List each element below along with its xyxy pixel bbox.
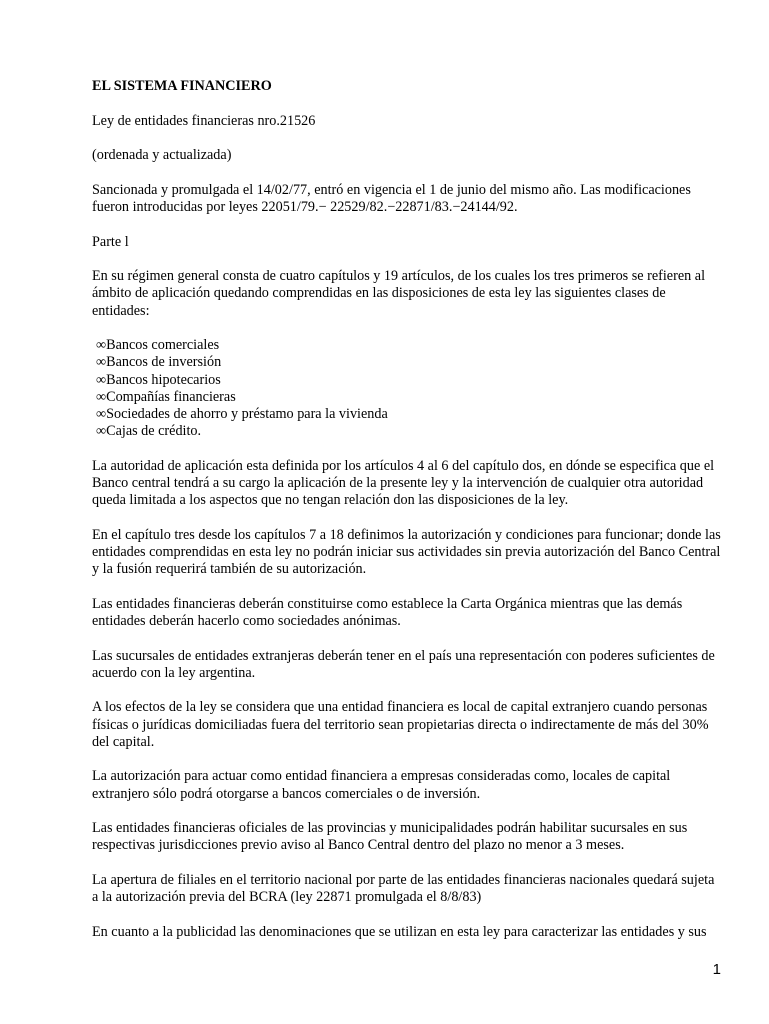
list-item: ∞Bancos comerciales	[96, 337, 220, 354]
paragraph-branch-opening: La apertura de filiales en el territorio nacional por parte de las entidades financieras nacionales quedará sujeta a la autorización previa del BCRA (ley 22871 promulgada el 8/8/83)	[92, 871, 715, 906]
paragraph-foreign-authorization: La autorización para actuar como entidad financiera a empresas consideradas como, locales de capital extranjero sólo podrá otorgarse a bancos comerciales o de inversión.	[92, 768, 671, 802]
paragraph-authority: La autoridad de aplicación esta definida por los artículos 4 al 6 del capítulo dos, en dónde se especifica que el Banco central tendrá a su cargo la aplicación de la presente ley y la intervención de cualquier otra autoridad queda limitada a los aspectos que no tengan relación don las disposiciones de la ley.	[92, 457, 715, 509]
list-item: ∞Sociedades de ahorro y préstamo para la vivienda	[96, 405, 388, 422]
list-item: ∞Bancos de inversión	[96, 354, 222, 371]
paragraph-foreign-capital: A los efectos de la ley se considera que una entidad financiera es local de capital extranjero cuando personas físicas o jurídicas domiciliadas fuera del territorio sean propietarias directa o indirectamente de más del 30% del capital.	[92, 699, 709, 750]
section-heading-part-one: Parte l	[92, 233, 129, 250]
list-item: ∞Bancos hipotecarios	[96, 371, 221, 388]
list-item: ∞Cajas de crédito.	[96, 423, 202, 440]
paragraph-constitution: Las entidades financieras deberán constituirse como establece la Carta Orgánica mientras que las demás entidades deberán hacerlo como sociedades anónimas.	[92, 595, 683, 629]
paragraph-general-regime: En su régimen general consta de cuatro capítulos y 19 artículos, de los cuales los tres primeros se refieren al ámbito de aplicación quedando comprendidas en las disposiciones de esta ley las siguientes clases de entidades:	[92, 268, 706, 319]
law-reference: Ley de entidades financieras nro.21526	[92, 112, 316, 129]
law-status: (ordenada y actualizada)	[92, 147, 232, 164]
document-page	[92, 78, 722, 958]
paragraph-authorization: En el capítulo tres desde los capítulos 7 a 18 definimos la autorización y condiciones para funcionar; donde las entidades comprendidas en esta ley no podrán iniciar sus actividades sin previa autorización del Banco Central y la fusión requerirá también de su autorización.	[92, 526, 721, 578]
page-number: 1	[712, 961, 721, 978]
paragraph-sanction: Sancionada y promulgada el 14/02/77, entró en vigencia el 1 de junio del mismo año. Las modificaciones fueron introducidas por leyes 22051/79.− 22529/82.−22871/83.−24144/92.	[92, 181, 691, 215]
list-item: ∞Compañías financieras	[96, 388, 236, 405]
paragraph-foreign-branches: Las sucursales de entidades extranjeras deberán tener en el país una representación con poderes suficientes de acuerdo con la ley argentina.	[92, 647, 715, 681]
document-title: EL SISTEMA FINANCIERO	[92, 78, 272, 94]
entity-types-list	[96, 337, 722, 440]
paragraph-advertising: En cuanto a la publicidad las denominaciones que se utilizan en esta ley para caracterizar las entidades y sus	[92, 923, 707, 940]
paragraph-official-entities: Las entidades financieras oficiales de las provincias y municipalidades podrán habilitar sucursales en sus respectivas jurisdicciones previo aviso al Banco Central dentro del plazo no menor a 3 meses.	[92, 820, 688, 854]
